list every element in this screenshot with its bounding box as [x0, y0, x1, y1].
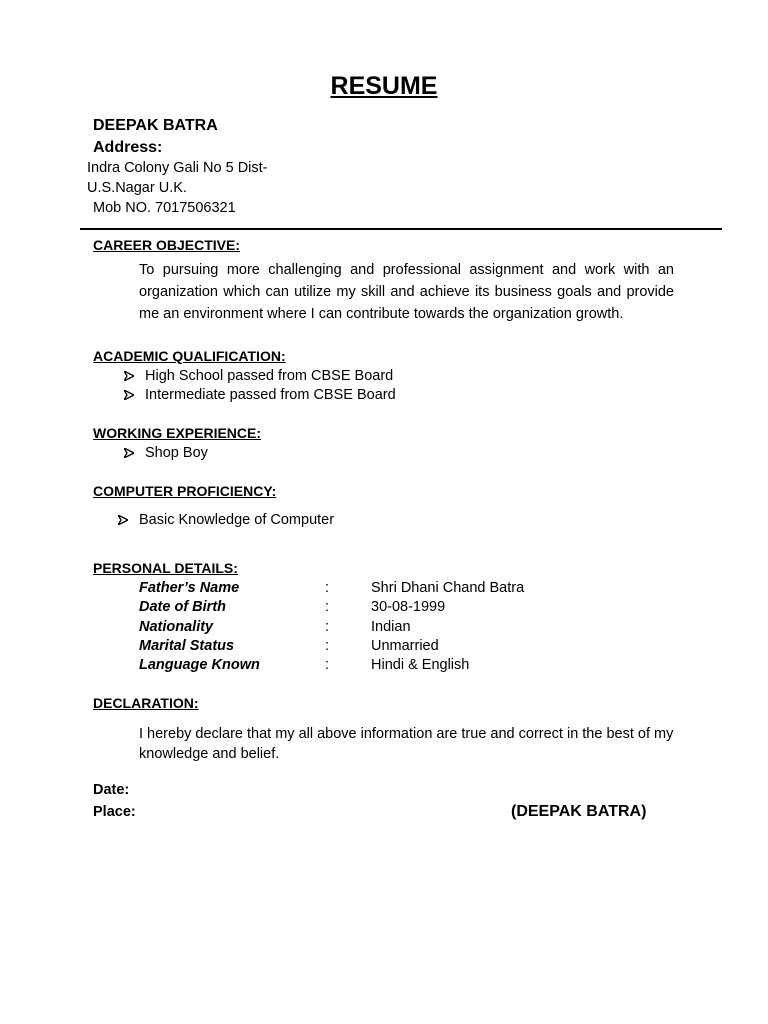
header-divider [80, 228, 722, 230]
list-item [124, 445, 208, 461]
computer-item-1: Basic Knowledge of Computer [139, 512, 335, 528]
detail-separator: : [325, 580, 330, 596]
address-line-2: U.S.Nagar U.K. [87, 180, 187, 196]
detail-label: Language Known [139, 657, 260, 673]
detail-value: Indian [371, 619, 411, 635]
arrow-bullet-icon [124, 371, 134, 381]
detail-value: Hindi & English [371, 657, 470, 673]
address-label: Address: [93, 139, 163, 156]
detail-label: Date of Birth [139, 599, 226, 615]
arrow-bullet-icon [124, 448, 134, 458]
date-label: Date: [93, 782, 130, 798]
mobile-number: Mob NO. 7017506321 [93, 200, 236, 216]
detail-label: Father’s Name [139, 580, 240, 596]
academic-heading: ACADEMIC QUALIFICATION: [93, 348, 286, 364]
experience-heading: WORKING EXPERIENCE: [93, 425, 262, 441]
detail-label: Marital Status [139, 638, 235, 654]
career-objective-text: To pursuing more challenging and professional assignment and work with an organization which can utilize my skill and achieve its business goals and provide me an environment where I can contribute towards the organization growth. [139, 262, 674, 322]
academic-item-2: Intermediate passed from CBSE Board [145, 387, 396, 403]
detail-separator: : [325, 599, 330, 615]
detail-value: Shri Dhani Chand Batra [371, 580, 525, 596]
career-objective-heading: CAREER OBJECTIVE: [93, 237, 241, 253]
detail-separator: : [325, 619, 330, 635]
list-item [118, 512, 334, 528]
arrow-bullet-icon [124, 390, 134, 400]
applicant-name: DEEPAK BATRA [93, 117, 218, 134]
address-line-1: Indra Colony Gali No 5 Dist- [87, 160, 268, 176]
declaration-text: I hereby declare that my all above information are true and correct in the best of my knowledge and belief. [139, 726, 674, 762]
list-item [124, 387, 396, 403]
detail-value: 30-08-1999 [371, 599, 446, 615]
place-label: Place: [93, 804, 136, 820]
list-item [124, 368, 393, 384]
declaration-heading: DECLARATION: [93, 695, 199, 711]
personal-heading: PERSONAL DETAILS: [93, 560, 238, 576]
detail-label: Nationality [139, 619, 214, 635]
detail-separator: : [325, 657, 330, 673]
signature-name: (DEEPAK BATRA) [511, 803, 647, 820]
resume-title: RESUME [330, 72, 438, 100]
arrow-bullet-icon [118, 515, 128, 525]
experience-item-1: Shop Boy [145, 445, 208, 461]
academic-item-1: High School passed from CBSE Board [145, 368, 394, 384]
detail-separator: : [325, 638, 330, 654]
detail-value: Unmarried [371, 638, 439, 654]
computer-heading: COMPUTER PROFICIENCY: [93, 483, 277, 499]
